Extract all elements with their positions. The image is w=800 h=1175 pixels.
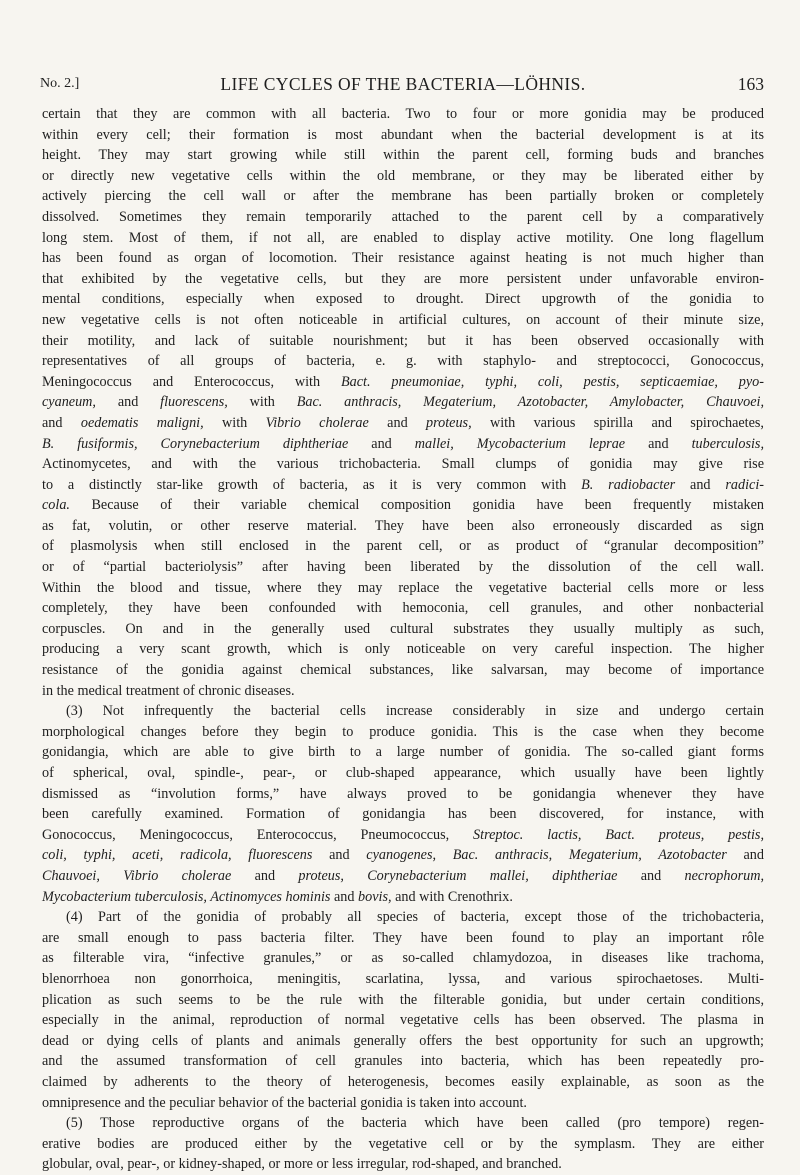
text-line: and oedematis maligni, with Vibrio cholerae and proteus, with various spirilla and spirochaetes, [42, 414, 764, 431]
text-line: gonidangia, which are able to give birth to a large number of gonidia. The so-called giant forms [42, 744, 764, 761]
text-line: long stem. Most of them, if not all, are enabled to display active motility. One long flagellum [42, 229, 764, 246]
text-line: morphological changes before they begin to produce gonidia. This is the case when they become [42, 723, 764, 740]
text-line: as fat, volutin, or other reserve material. They have been also erroneously discarded as sign [42, 517, 764, 534]
text-line: corpuscles. On and in the generally used cultural substrates they usually multiply as such, [42, 620, 764, 637]
text-line: blenorrhoea non gonorrhoica, meningitis, scarlatina, lyssa, and various spirochaetoses. Multi- [42, 970, 764, 987]
text-line: erative bodies are produced either by the vegetative cell or by the symplasm. They are either [42, 1135, 764, 1152]
text-line: has been found as organ of locomotion. Their resistance against heating is not much higher than [42, 250, 764, 267]
text-line: Chauvoei, Vibrio cholerae and proteus, Corynebacterium mallei, diphtheriae and necrophorum, [42, 867, 764, 884]
text-line: within every cell; their formation is most abundant when the bacterial development is at its [42, 126, 764, 143]
text-line: plication as such seems to be the rule with the filterable gonidia, but under certain conditions, [42, 991, 764, 1008]
text-line: dead or dying cells of plants and animals generally offers the best opportunity for such an upgrowth; [42, 1032, 764, 1049]
text-line: as filterable vira, “infective granules,” or as so-called chlamydozoa, in diseases like trachoma, [42, 950, 764, 967]
text-line: their motility, and lack of suitable nourishment; but it has been observed occasionally with [42, 332, 764, 349]
text-line: cola. Because of their variable chemical composition gonidia have been frequently mistaken [42, 497, 764, 514]
text-line: Gonococcus, Meningococcus, Enterococcus, Pneumococcus, Streptoc. lactis, Bact. proteus, pestis, [42, 826, 764, 843]
text-line: been carefully examined. Formation of gonidangia has been discovered, for instance, with [42, 806, 764, 823]
paragraph [42, 907, 764, 1113]
text-line: or of “partial bacteriolysis” after having been liberated by the dissolution of the cell wall. [42, 559, 764, 576]
text-line: Actinomycetes, and with the various trichobacteria. Small clumps of gonidia may give rise [42, 456, 764, 473]
text-line: new vegetative cells is not often noticeable in artificial cultures, on account of their minute size, [42, 311, 764, 328]
text-line: claimed by adherents to the theory of heterogenesis, becomes easily explainable, as soon as the [42, 1073, 764, 1090]
text-line: to a distinctly star-like growth of bacteria, as it is very common with B. radiobacter and radici- [42, 476, 764, 493]
text-line: omnipresence and the peculiar behavior of the bacterial gonidia is taken into account. [42, 1094, 527, 1111]
text-line: cyaneum, and fluorescens, with Bac. anthracis, Megaterium, Azotobacter, Amylobacter, Chauvoei, [42, 394, 764, 411]
text-line: Meningococcus and Enterococcus, with Bact. pneumoniae, typhi, coli, pestis, septicaemiae, pyo- [42, 373, 764, 390]
page-number: 163 [737, 74, 764, 94]
text-line: that exhibited by the vegetative cells, but they are more persistent under unfavorable environ- [42, 270, 764, 287]
text-line: and the assumed transformation of cell granules into bacteria, which has been repeatedly pro- [42, 1053, 764, 1070]
paragraph [42, 1113, 764, 1175]
text-line: especially in the animal, reproduction of normal vegetative cells has been observed. The plasma in [42, 1012, 764, 1029]
text-line: representatives of all groups of bacteria, e. g. with staphylo- and streptococci, Gonococcus, [42, 353, 764, 370]
running-header [42, 74, 764, 100]
text-line: of spherical, oval, spindle-, pear-, or club-shaped appearance, which usually have been lightly [42, 765, 764, 781]
text-line: producing a very scant growth, which is only noticeable on very careful inspection. The higher [42, 641, 764, 658]
body-text [42, 104, 764, 1175]
paragraph [42, 701, 764, 907]
text-line: Mycobacterium tuberculosis, Actinomyces hominis and bovis, and with Crenothrix. [42, 888, 513, 905]
text-line: dissolved. Sometimes they remain temporarily attached to the parent cell by a comparatively [42, 208, 764, 225]
text-line: coli, typhi, aceti, radicola, fluorescens and cyanogenes, Bac. anthracis, Megaterium, Azotobacter and [42, 847, 764, 864]
text-line: (4) Part of the gonidia of probably all species of bacteria, except those of the trichobacteria, [66, 909, 764, 926]
text-line: are small enough to pass bacteria filter. They have been found to play an important rôle [42, 929, 764, 946]
text-line: in the medical treatment of chronic diseases. [42, 682, 295, 699]
text-line: (5) Those reproductive organs of the bacteria which have been called (pro tempore) regen- [66, 1115, 764, 1132]
text-line: mental conditions, especially when exposed to drought. Direct upgrowth of the gonidia to [42, 291, 764, 308]
text-line: Within the blood and tissue, where they may replace the vegetative bacterial cells more or less [42, 579, 764, 596]
text-line: height. They may start growing while still within the parent cell, forming buds and branches [42, 147, 764, 164]
text-line: certain that they are common with all bacteria. Two to four or more gonidia may be produced [42, 106, 764, 122]
running-title: LIFE CYCLES OF THE BACTERIA—LÖHNIS. [220, 74, 586, 94]
issue-number: No. 2.] [40, 76, 80, 91]
text-line: of plasmolysis when still enclosed in the parent cell, or as product of “granular decomposition” [42, 538, 764, 555]
text-line: B. fusiformis, Corynebacterium diphtheriae and mallei, Mycobacterium leprae and tuberculosis, [42, 435, 764, 452]
text-line: dismissed as “involution forms,” have always proved to be gonidangia whenever they have [42, 785, 764, 802]
text-line: globular, oval, pear-, or kidney-shaped, or more or less irregular, rod-shaped, and branched. [42, 1156, 562, 1173]
text-line: actively piercing the cell wall or after the membrane has been partially broken or completely [42, 188, 764, 205]
text-line: resistance of the gonidia against chemical substances, like salvarsan, may become of importance [42, 662, 764, 679]
text-line: (3) Not infrequently the bacterial cells increase considerably in size and undergo certain [66, 703, 764, 720]
text-line: completely, they have been confounded with hemoconia, cell granules, and other nonbacterial [42, 600, 764, 617]
paragraph [42, 104, 764, 701]
text-line: or directly new vegetative cells within the old membrane, or they may be liberated either by [42, 167, 764, 184]
